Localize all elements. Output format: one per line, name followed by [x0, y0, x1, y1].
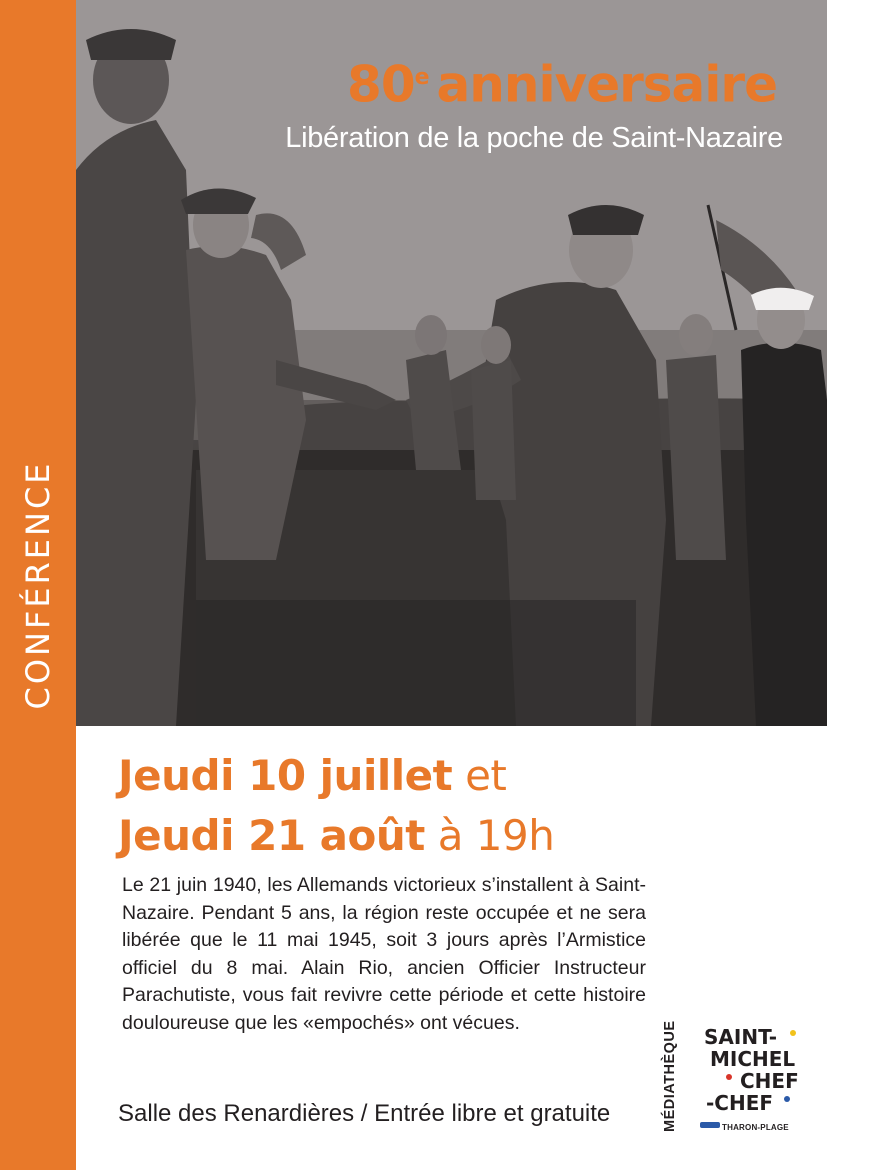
date-line-2	[118, 806, 554, 866]
logo-line-2: MICHEL	[710, 1047, 796, 1071]
logo-blue-bar	[700, 1122, 720, 1128]
date-1: Jeudi 10 juillet	[118, 751, 453, 800]
logo-line-3: CHEF	[740, 1069, 799, 1093]
headline-superscript: e	[414, 65, 429, 90]
event-dates	[118, 746, 554, 866]
headline-number: 80	[347, 55, 415, 114]
date-2: Jeudi 21 août	[118, 811, 425, 860]
logo-blue-dot	[784, 1096, 790, 1102]
logo-yellow-dot	[790, 1030, 796, 1036]
logo-line-1: SAINT-	[704, 1025, 778, 1049]
date-connector: et	[465, 751, 507, 800]
logo-line-4: -CHEF	[706, 1091, 774, 1115]
logo-subtitle: THARON-PLAGE	[722, 1123, 789, 1132]
description-paragraph: Le 21 juin 1940, les Allemands victorieux s’installent à Saint-Nazaire. Pendant 5 ans, la région reste occupée et ne sera libérée que le 11 mai 1945, soit 3 jours après l’Armistice officiel du 8 mai. Alain Rio, ancien Officier Instructeur Parachutiste, vous fait revivre cette période et cette histoire douloureuse que les «empochés» ont vécues.	[122, 874, 646, 1034]
headline-word: anniversaire	[436, 55, 777, 114]
venue-info: Salle des Renardières / Entrée libre et gratuite	[118, 1100, 611, 1127]
section-label: CONFÉRENCE	[19, 460, 57, 710]
logo-red-dot	[726, 1074, 732, 1080]
event-time: à 19h	[437, 811, 555, 860]
subtitle: Libération de la poche de Saint-Nazaire	[285, 122, 783, 154]
logo-mediatheque-label: MÉDIATHÈQUE	[662, 1020, 678, 1132]
sidebar-band	[0, 0, 76, 1170]
photo-credit: © Luc Bauer	[874, 624, 885, 680]
headline	[137, 48, 777, 115]
date-line-1	[118, 746, 554, 806]
saint-michel-chef-chef-logo	[700, 1024, 810, 1136]
